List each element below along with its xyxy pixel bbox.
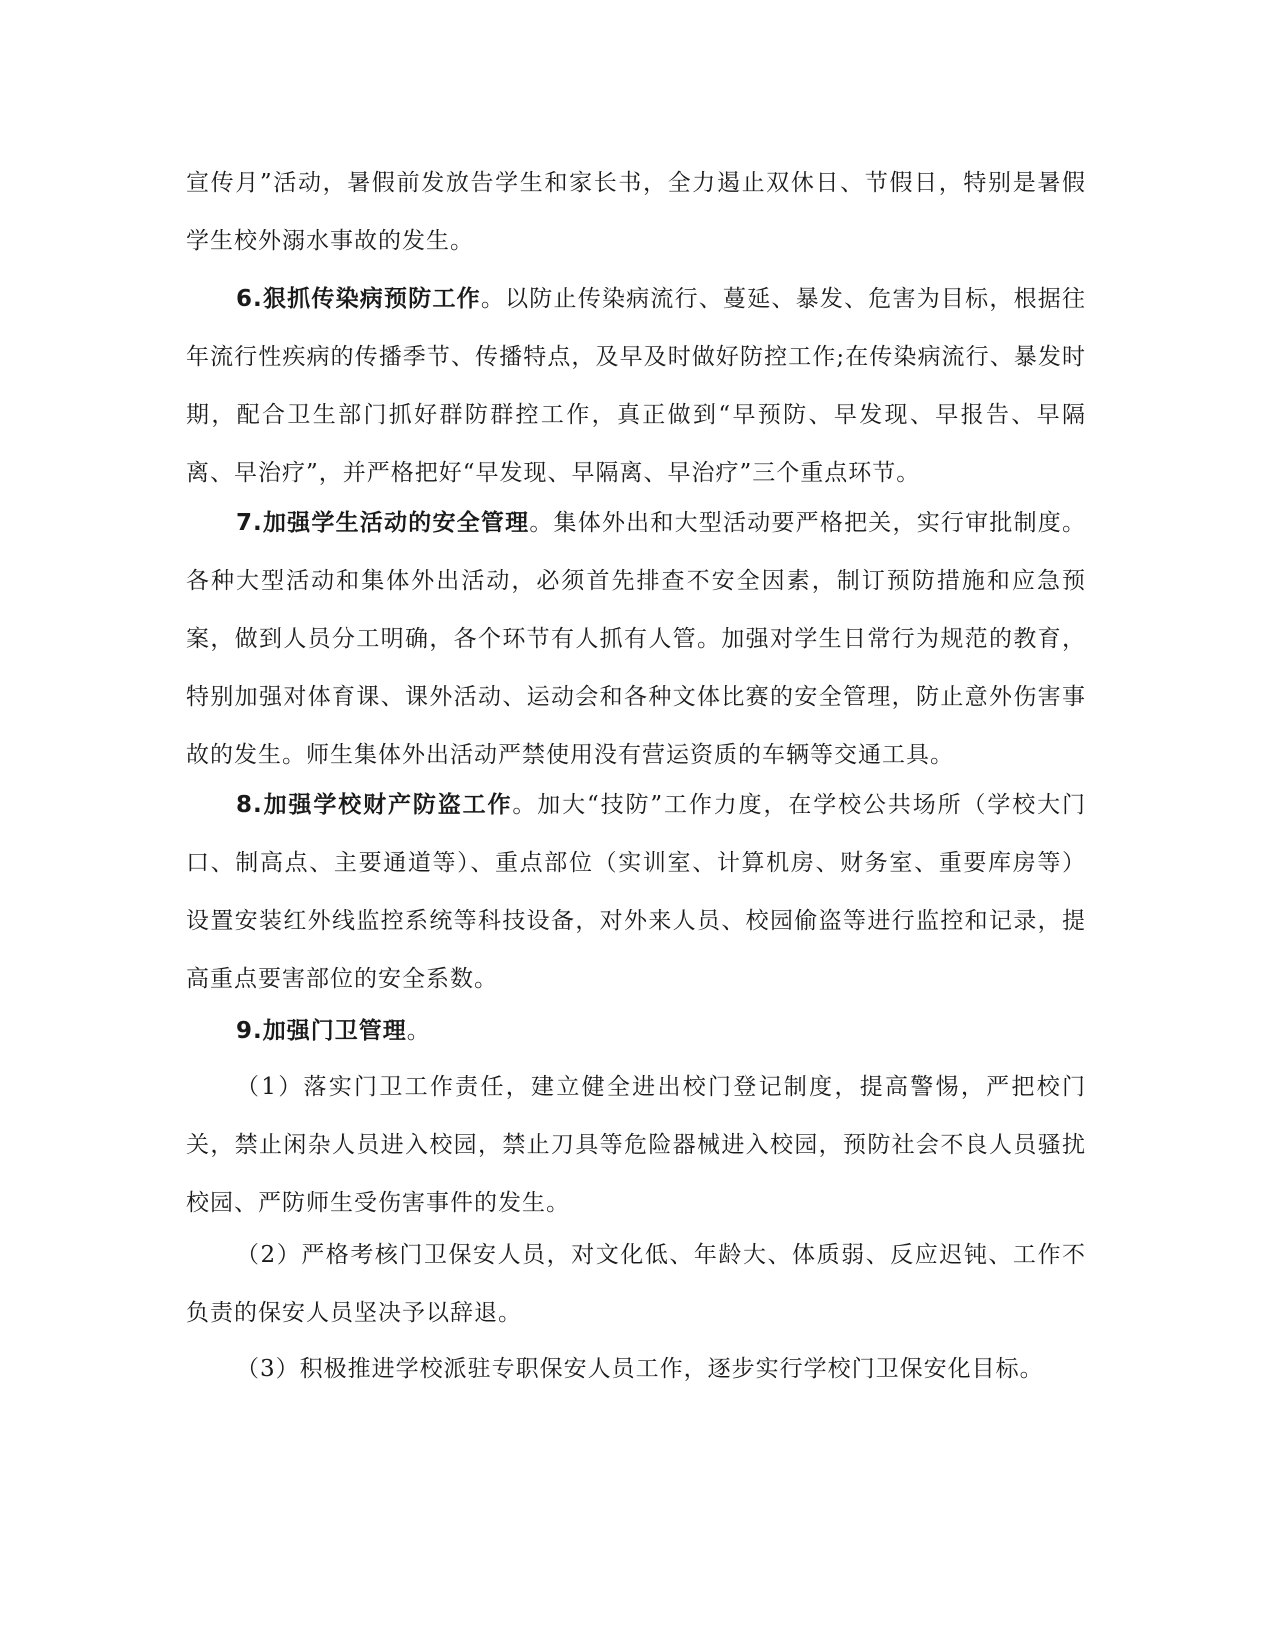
paragraph-sub-1 bbox=[186, 1058, 1086, 1232]
item-8-heading: 8.加强学校财产防盗工作 bbox=[236, 792, 513, 818]
item-7-heading: 7.加强学生活动的安全管理 bbox=[236, 510, 530, 536]
paragraph-sub-2 bbox=[186, 1226, 1086, 1342]
paragraph-item-6 bbox=[186, 270, 1086, 502]
paragraph-item-7 bbox=[186, 494, 1086, 784]
item-6-heading: 6.狠抓传染病预防工作 bbox=[236, 286, 481, 312]
item-8-text: 。加大“技防”工作力度，在学校公共场所（学校大门口、制高点、主要通道等）、重点部位（实训室、计算机房、财务室、重要库房等）设置安装红外线监控系统等科技设备，对外来人员、校园偷盗等进行监控和记录，提高重点要害部位的安全系数。 bbox=[186, 792, 1086, 992]
item-9-text: 。 bbox=[406, 1018, 431, 1044]
paragraph-item-9 bbox=[186, 1002, 1086, 1060]
item-6-text: 。以防止传染病流行、蔓延、暴发、危害为目标，根据往年流行性疾病的传播季节、传播特点，及早及时做好防控工作;在传染病流行、暴发时期，配合卫生部门抓好群防群控工作，真正做到“早预防、早发现、早报告、早隔离、早治疗”，并严格把好“早发现、早隔离、早治疗”三个重点环节。 bbox=[186, 286, 1086, 486]
paragraph-item-8 bbox=[186, 776, 1086, 1008]
sub-item-1-text: （1）落实门卫工作责任，建立健全进出校门登记制度，提高警惕，严把校门关，禁止闲杂人员进入校园，禁止刀具等危险器械进入校园，预防社会不良人员骚扰校园、严防师生受伤害事件的发生。 bbox=[186, 1074, 1086, 1216]
item-9-heading: 9.加强门卫管理 bbox=[236, 1018, 407, 1044]
item-7-text: 。集体外出和大型活动要严格把关，实行审批制度。各种大型活动和集体外出活动，必须首先排查不安全因素，制订预防措施和应急预案，做到人员分工明确，各个环节有人抓有人管。加强对学生日常行为规范的教育，特别加强对体育课、课外活动、运动会和各种文体比赛的安全管理，防止意外伤害事故的发生。师生集体外出活动严禁使用没有营运资质的车辆等交通工具。 bbox=[186, 510, 1087, 768]
sub-item-3-text: （3）积极推进学校派驻专职保安人员工作，逐步实行学校门卫保安化目标。 bbox=[236, 1356, 1044, 1382]
paragraph-summer-safety bbox=[186, 154, 1086, 270]
paragraph-sub-3 bbox=[186, 1340, 1086, 1398]
paragraph-text: 宣传月”活动，暑假前发放告学生和家长书，全力遏止双休日、节假日，特别是暑假学生校外溺水事故的发生。 bbox=[186, 170, 1086, 254]
sub-item-2-text: （2）严格考核门卫保安人员，对文化低、年龄大、体质弱、反应迟钝、工作不负责的保安人员坚决予以辞退。 bbox=[186, 1242, 1086, 1326]
